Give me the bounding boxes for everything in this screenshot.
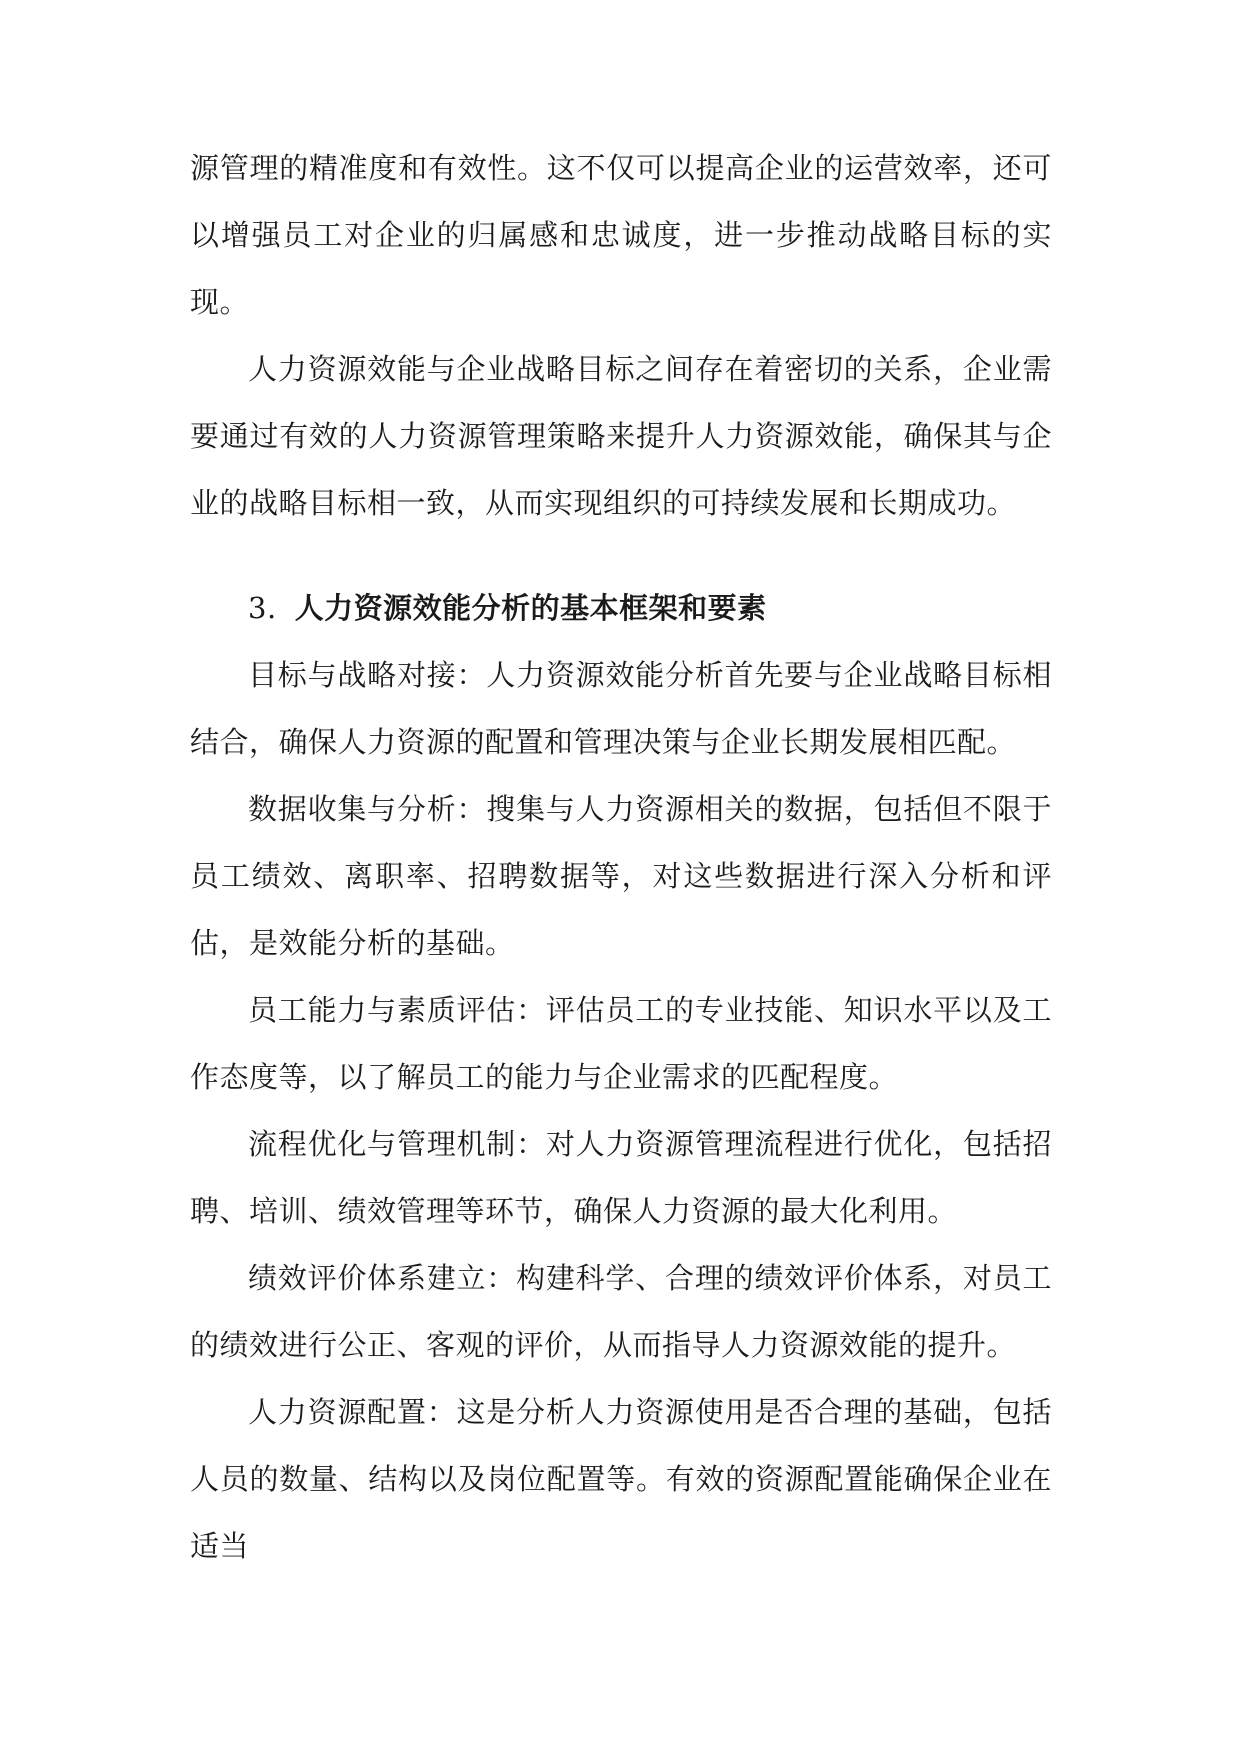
section-title: 人力资源效能分析的基本框架和要素 [294,591,767,625]
paragraph-item: 员工能力与素质评估：评估员工的专业技能、知识水平以及工作态度等，以了解员工的能力与企业需求的匹配程度。 [190,993,1052,1094]
paragraph-item: 人力资源配置：这是分析人力资源使用是否合理的基础，包括人员的数量、结构以及岗位配置等。有效的资源配置能确保企业在适当 [190,1395,1052,1563]
paragraph-continued: 源管理的精准度和有效性。这不仅可以提高企业的运营效率，还可以增强员工对企业的归属感和忠诚度，进一步推动战略目标的实现。 [190,151,1052,319]
document-page [190,135,1052,1580]
section-number: 3. [248,591,277,625]
section-heading [190,575,1052,642]
paragraph-item: 绩效评价体系建立：构建科学、合理的绩效评价体系，对员工的绩效进行公正、客观的评价，从而指导人力资源效能的提升。 [190,1261,1052,1362]
paragraph-item: 流程优化与管理机制：对人力资源管理流程进行优化，包括招聘、培训、绩效管理等环节，确保人力资源的最大化利用。 [190,1127,1052,1228]
paragraph-item: 目标与战略对接：人力资源效能分析首先要与企业战略目标相结合，确保人力资源的配置和管理决策与企业长期发展相匹配。 [190,658,1052,759]
paragraph-item: 数据收集与分析：搜集与人力资源相关的数据，包括但不限于员工绩效、离职率、招聘数据等，对这些数据进行深入分析和评估，是效能分析的基础。 [190,792,1052,960]
paragraph-summary: 人力资源效能与企业战略目标之间存在着密切的关系，企业需要通过有效的人力资源管理策略来提升人力资源效能，确保其与企业的战略目标相一致，从而实现组织的可持续发展和长期成功。 [190,352,1052,520]
